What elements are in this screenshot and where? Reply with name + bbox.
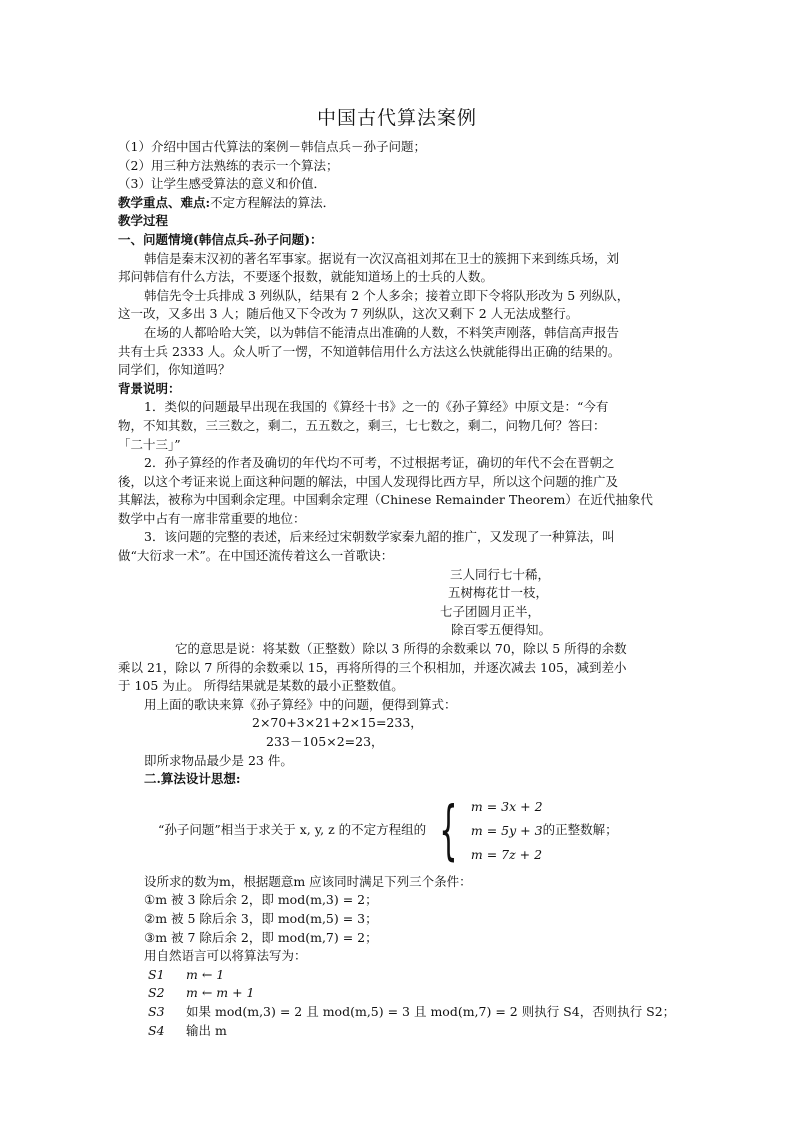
background-line: 3．该问题的完整的表述，后来经过宋朝数学家秦九韶的推广，又发现了一种算法，叫 bbox=[144, 529, 615, 545]
poem-line: 七子团圆月正半， bbox=[440, 603, 541, 619]
document-body bbox=[118, 138, 678, 1040]
algorithm-step bbox=[118, 1022, 678, 1041]
left-brace-icon: { bbox=[439, 793, 458, 868]
poem-line: 五树梅花廿一枝， bbox=[448, 585, 549, 601]
section-heading: 二.算法设计思想: bbox=[144, 771, 241, 787]
story-line: 韩信先令士兵排成 3 列纵队，结果有 2 个人多余；接着立即下令将队形改为 5 列纵队， bbox=[144, 287, 630, 303]
equation-system bbox=[118, 795, 678, 867]
system-prefix: “孙子问题”相当于求关于 x, y, z 的不定方程组的 bbox=[158, 822, 427, 838]
key-points bbox=[118, 194, 678, 213]
formula-line: 233－105×2=23， bbox=[266, 734, 384, 749]
story-line: 这一改，又多出 3 人；随后他又下令改为 7 列纵队，这次又剩下 2 人无法成整行。 bbox=[118, 306, 579, 322]
conditions-intro: 设所求的数为m，根据题意m 应该同时满足下列三个条件： bbox=[144, 873, 472, 889]
key-label: 教学重点、难点: bbox=[118, 194, 211, 210]
background-line: 其解法，被称为中国剩余定理。中国剩余定理（Chinese Remainder Theorem）在近代抽象代 bbox=[118, 492, 653, 508]
background-line: 2．孙子算经的作者及确切的年代均不可考，不过根据考证，确切的年代不会在晋朝之 bbox=[144, 455, 615, 471]
formula-line: 2×70+3×21+2×15=233， bbox=[252, 715, 423, 731]
step-label: S4 bbox=[148, 1022, 165, 1038]
process-heading: 教学过程 bbox=[118, 213, 169, 229]
objective-line: （2）用三种方法熟练的表示一个算法； bbox=[118, 157, 339, 173]
meaning-line: 乘以 21，除以 7 所得的余数乘以 15，再将所得的三个积相加，并逐次减去 105，减到差小 bbox=[118, 659, 627, 675]
equation: m = 3x + 2 bbox=[470, 798, 543, 814]
step-label: S3 bbox=[148, 1003, 165, 1019]
poem-line: 除百零五便得知。 bbox=[451, 622, 552, 638]
algorithm-step bbox=[118, 1003, 678, 1022]
equation-list bbox=[471, 795, 543, 867]
system-suffix: 的正整数解； bbox=[542, 822, 618, 838]
story-line: 邦问韩信有什么方法，不要逐个报数，就能知道场上的士兵的人数。 bbox=[118, 269, 494, 285]
story-line: 韩信是秦末汉初的著名军事家。据说有一次汉高祖刘邦在卫士的簇拥下来到练兵场，刘 bbox=[144, 250, 620, 266]
step-label: S2 bbox=[148, 985, 165, 1001]
section-heading: 一、问题情境(韩信点兵-孙子问题)： bbox=[118, 231, 323, 247]
objective-line: （3）让学生感受算法的意义和价值． bbox=[118, 176, 326, 192]
objective-line: （1）介绍中国古代算法的案例－韩信点兵－孙子问题； bbox=[118, 139, 426, 154]
story-line: 共有士兵 2333 人。众人听了一愣，不知道韩信用什么方法这么快就能得出正确的结果的。 bbox=[118, 343, 621, 359]
meaning-line: 它的意思是说：将某数（正整数）除以 3 所得的余数乘以 70，除以 5 所得的余数 bbox=[175, 641, 627, 657]
story-line: 同学们，你知道吗？ bbox=[118, 362, 231, 378]
background-line: 1．类似的问题最早出现在我国的《算经十书》之一的《孙子算经》中原文是：“今有 bbox=[144, 399, 609, 415]
background-line: 物，不知其数，三三数之，剩二，五五数之，剩三，七七数之，剩二，问物几何？答曰： bbox=[118, 417, 606, 433]
equation: m = 5y + 3 bbox=[470, 822, 543, 838]
step-text: 输出 m bbox=[186, 1022, 227, 1038]
meaning-line: 于 105 为止。 所得结果就是某数的最小正整数值。 bbox=[118, 678, 404, 694]
background-line: 数学中占有一席非常重要的地位： bbox=[118, 510, 306, 526]
step-text: 如果 mod(m,3) = 2 且 mod(m,5) = 3 且 mod(m,7) = 2 则执行 S4，否则执行 S2； bbox=[186, 1003, 676, 1019]
algorithm-intro: 用自然语言可以将算法写为： bbox=[144, 948, 307, 964]
story-line: 在场的人都哈哈大笑，以为韩信不能清点出准确的人数，不料笑声刚落，韩信高声报告 bbox=[144, 324, 620, 340]
poem-line: 三人同行七十稀， bbox=[450, 566, 551, 582]
condition-line: ③m 被 7 除后余 2，即 mod(m,7) = 2； bbox=[144, 929, 378, 945]
formula-intro: 用上面的歌诀来算《孙子算经》中的问题，便得到算式： bbox=[144, 696, 457, 712]
background-heading: 背景说明： bbox=[118, 380, 181, 396]
condition-line: ②m 被 5 除后余 3，即 mod(m,5) = 3； bbox=[144, 910, 378, 926]
step-text: m ← 1 bbox=[186, 966, 225, 982]
background-line: 「二十三」” bbox=[118, 436, 181, 452]
algorithm-step bbox=[118, 984, 678, 1003]
key-text: 不定方程解法的算法． bbox=[210, 194, 336, 210]
condition-line: ①m 被 3 除后余 2，即 mod(m,3) = 2； bbox=[144, 892, 378, 908]
result-line: 即所求物品最少是 23 件。 bbox=[144, 752, 293, 768]
equation: m = 7z + 2 bbox=[470, 846, 543, 862]
page-title: 中国古代算法案例 bbox=[316, 107, 477, 129]
step-text: m ← m + 1 bbox=[186, 985, 255, 1001]
background-line: 後，以这个考证来说上面这种问题的解法，中国人发现得比西方早，所以这个问题的推广及 bbox=[118, 473, 619, 489]
background-line: 做“大衍求一术”。在中国还流传着这么一首歌诀： bbox=[118, 548, 394, 564]
step-label: S1 bbox=[148, 966, 165, 982]
algorithm-step bbox=[118, 966, 678, 985]
